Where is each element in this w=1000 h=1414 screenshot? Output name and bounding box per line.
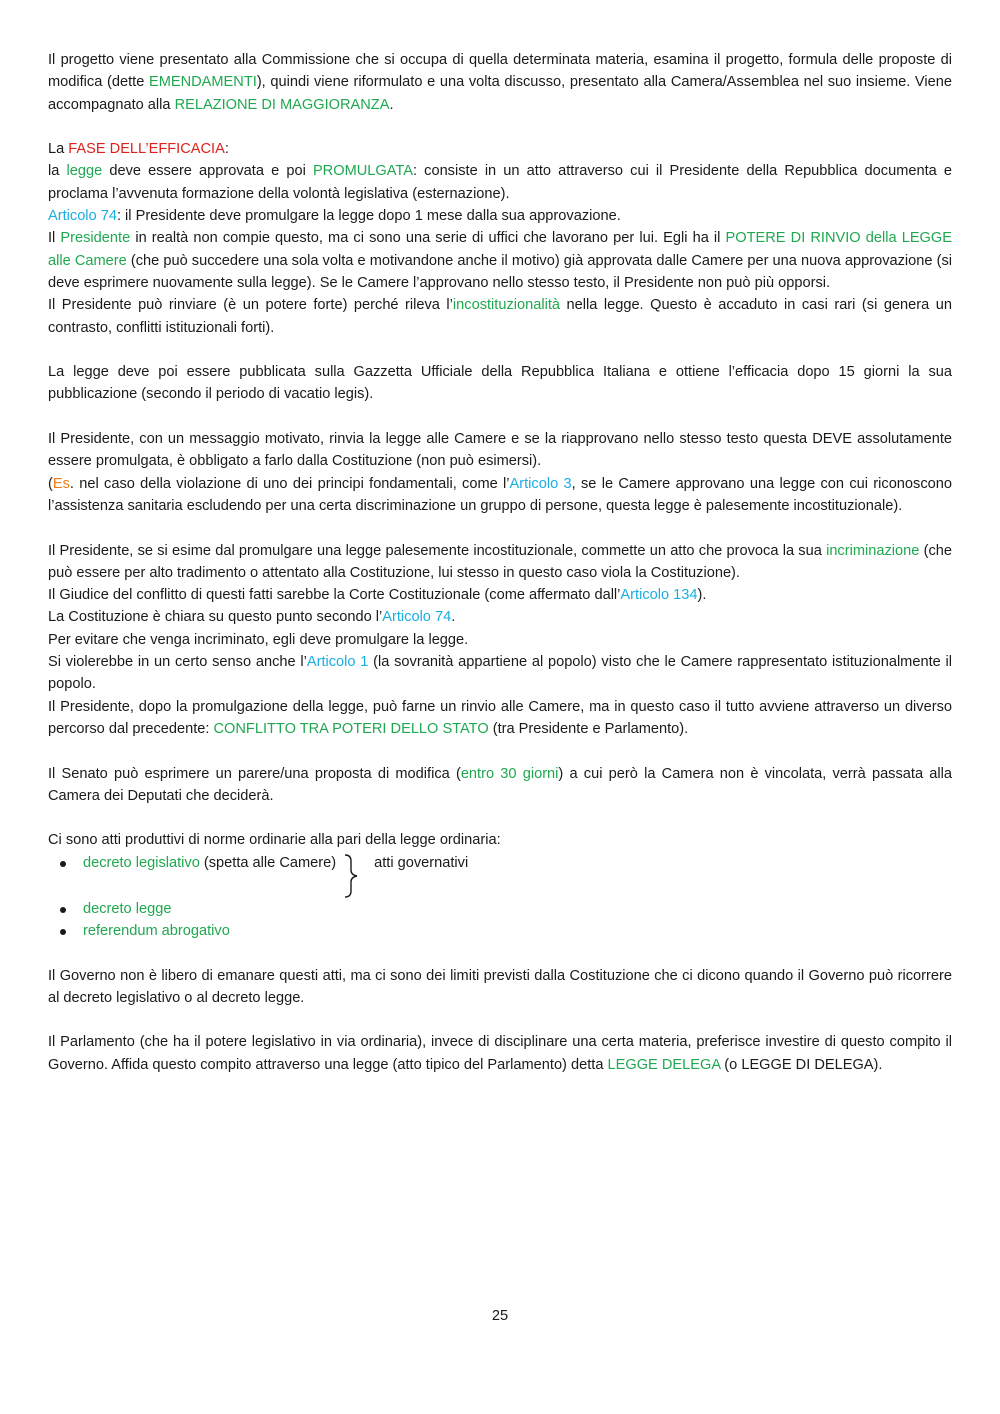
ref-articolo-3: Articolo 3 xyxy=(509,475,572,492)
paragraph-legge-promulgata: la legge deve essere approvata e poi PROMULGATA: consiste in un atto attraverso cui il Presidente della Repubblica documenta e proclama l’avvenuta formazione della volontà legislativa (esternazione). xyxy=(48,163,953,202)
paragraph-costituzione-chiara: La Costituzione è chiara su questo punto secondo l’Articolo 74. xyxy=(48,609,456,626)
term-legge-delega: LEGGE DELEGA xyxy=(607,1056,721,1073)
ref-articolo-134: Articolo 134 xyxy=(620,587,698,604)
term-es: Es xyxy=(52,475,70,492)
paragraph-messaggio-motivato: Il Presidente, con un messaggio motivato, rinvia la legge alle Camere e se la riapprovano nello stesso testo questa DEVE assolutamente essere promulgata, è obbligato a farlo dalla Costituzione (non può esimersi). xyxy=(48,431,952,470)
paragraph-parlamento: Il Parlamento (che ha il potere legislativo in via ordinaria), invece di disciplinare una certa materia, preferisce investire di questo compito il Governo. Affida questo compito attraverso una legge (atto tipico del Parlamento) detta LEGGE DELEGA (o LEGGE DI DELEGA). xyxy=(48,1034,952,1073)
term-potere-rinvio: POTERE DI RINVIO della LEGGE alle Camere xyxy=(48,230,952,269)
paragraph-giudice: Il Giudice del conflitto di questi fatti sarebbe la Corte Costituzionale (come affermato dall’Articolo 134). xyxy=(48,587,707,604)
term-legge: legge xyxy=(66,163,103,180)
paragraph-incriminazione: Il Presidente, se si esime dal promulgare una legge palesemente incostituzionale, commette un atto che provoca la sua incriminazione (che può essere per alto tradimento o attentato alla Costituzione, lui stesso in questo caso viola la Costituzione). xyxy=(48,542,952,581)
term-referendum-abrogativo: referendum abrogativo xyxy=(83,922,230,939)
label-atti-governativi: atti governativi xyxy=(374,854,469,871)
brace-icon xyxy=(342,854,368,898)
ref-articolo-74: Articolo 74 xyxy=(48,208,117,225)
term-relazione-maggioranza: RELAZIONE DI MAGGIORANZA xyxy=(174,96,390,113)
list-item: decreto legislativo (spetta alle Camere) atti governativi xyxy=(48,852,952,898)
term-decreto-legislativo: decreto legislativo xyxy=(83,854,200,871)
page-number: 25 xyxy=(491,1308,509,1324)
paragraph-governo: Il Governo non è libero di emanare questi atti, ma ci sono dei limiti previsti dalla Costituzione che ci dicono quando il Governo può ricorrere al decreto legislativo o al decreto legge. xyxy=(48,967,952,1006)
term-promulgata: PROMULGATA xyxy=(312,163,413,180)
paragraph-articolo-1: Si violerebbe in un certo senso anche l’Articolo 1 (la sovranità appartiene al popolo) visto che le Camere rappresentato istituzionalmente il popolo. xyxy=(48,654,952,693)
paragraph-conflitto-poteri: Il Presidente, dopo la promulgazione della legge, può farne un rinvio alle Camere, ma in questo caso il tutto avviene attraverso un diverso percorso dal precedente: CONFLITTO TRA POTERI DELLO STATO (tra Presidente e Parlamento). xyxy=(48,698,952,737)
term-incostituzionalita: incostituzionalità xyxy=(452,297,561,314)
paragraph-articolo-74: Articolo 74: il Presidente deve promulgare la legge dopo 1 mese dalla sua approvazione. xyxy=(48,208,621,225)
document-body xyxy=(48,49,952,1076)
ref-articolo-74-b: Articolo 74 xyxy=(382,609,452,626)
term-entro-30-giorni: entro 30 giorni xyxy=(460,765,559,782)
paragraph-esempio: (Es. nel caso della violazione di uno dei principi fondamentali, come l’Articolo 3, se le Camere approvano una legge con cui riconoscono l’assistenza sanitaria escludendo per una certa discriminazione un gruppo di persone, questa legge è palesemente incostituzionale). xyxy=(48,475,952,514)
list-item xyxy=(48,898,952,920)
term-emendamenti: EMENDAMENTI xyxy=(148,74,257,91)
term-conflitto-poteri: CONFLITTO TRA POTERI DELLO STATO xyxy=(213,720,489,737)
term-incriminazione: incriminazione xyxy=(826,542,920,559)
heading-fase-efficacia: La FASE DELL’EFFICACIA: xyxy=(48,141,229,158)
paragraph-commissione: Il progetto viene presentato alla Commissione che si occupa di quella determinata materia, esamina il progetto, formula delle proposte di modifica (dette EMENDAMENTI), quindi viene riformulato e una volta discusso, presentato alla Camera/Assemblea nel suo insieme. Viene accompagnato alla RELAZIONE DI MAGGIORANZA. xyxy=(48,52,952,113)
paragraph-presidente-rinvio: Il Presidente in realtà non compie questo, ma ci sono una serie di uffici che lavorano per lui. Egli ha il POTERE DI RINVIO della LEGGE alle Camere (che può succedere una sola volta e motivandone anche il motivo) già approvata dalle Camere per una nuova approvazione (si deve esprimere nuovamente sulla legge). Se le Camere l’approvano nello stesso testo, il Presidente non può più opporsi. xyxy=(48,230,952,291)
paragraph-senato: Il Senato può esprimere un parere/una proposta di modifica (entro 30 giorni) a cui però la Camera non è vincolata, verrà passata alla Camera dei Deputati che deciderà. xyxy=(48,765,952,804)
list-item xyxy=(48,920,952,942)
term-fase-efficacia: FASE DELL’EFFICACIA xyxy=(68,141,225,158)
atti-list xyxy=(48,852,952,943)
term-presidente: Presidente xyxy=(60,230,131,247)
term-decreto-legge: decreto legge xyxy=(83,900,172,917)
paragraph-incostituzionalita: Il Presidente può rinviare (è un potere forte) perché rileva l’incostituzionalità nella legge. Questo è accaduto in casi rari (si genera un contrasto, conflitti istituzionali forti). xyxy=(48,297,952,336)
paragraph-atti-intro: Ci sono atti produttivi di norme ordinarie alla pari della legge ordinaria: xyxy=(48,832,501,849)
ref-articolo-1: Articolo 1 xyxy=(306,654,369,671)
paragraph-gazzetta: La legge deve poi essere pubblicata sulla Gazzetta Ufficiale della Repubblica Italiana e ottiene l’efficacia dopo 15 giorni la sua pubblicazione (secondo il periodo di vacatio legis). xyxy=(48,364,952,403)
paragraph-evitare: Per evitare che venga incriminato, egli deve promulgare la legge. xyxy=(48,631,469,648)
